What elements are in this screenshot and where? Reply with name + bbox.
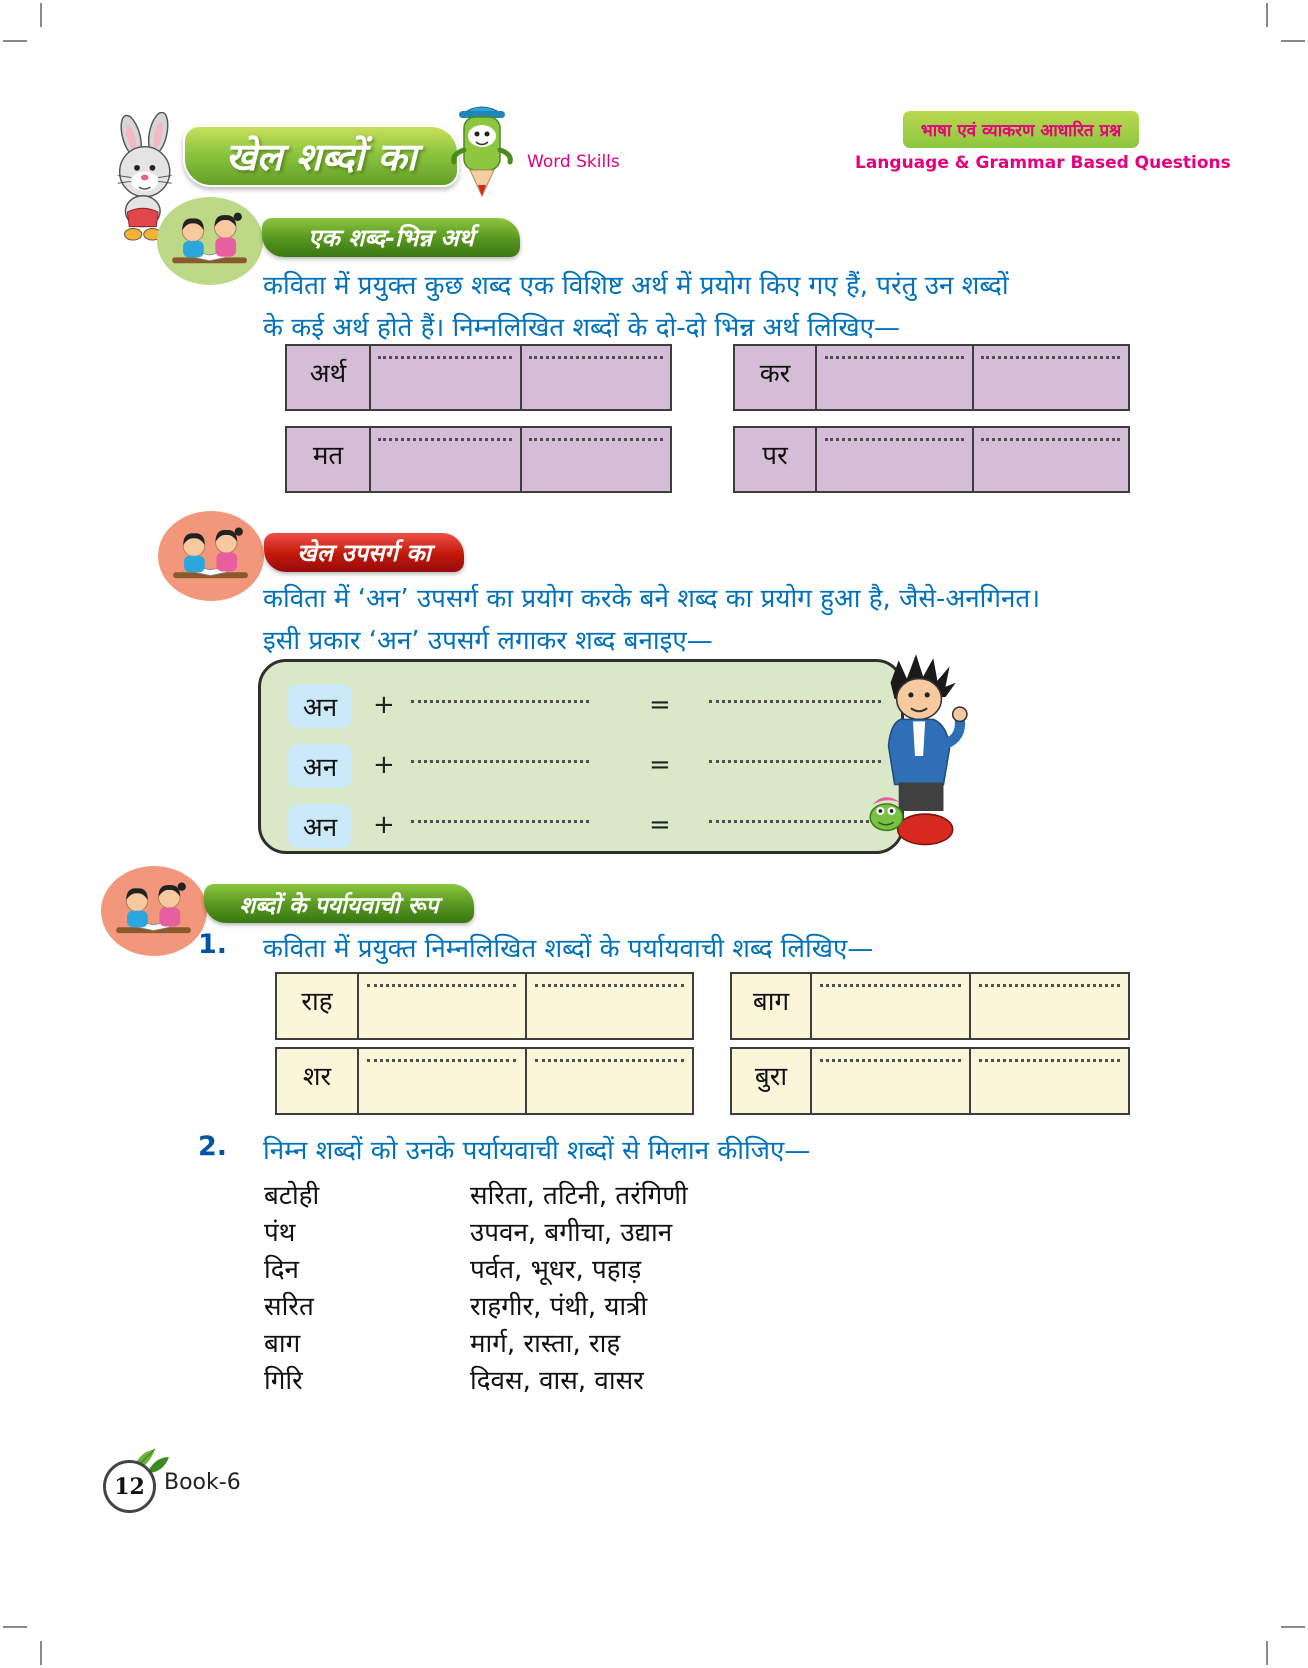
dotted-line bbox=[529, 438, 663, 441]
kids-reading-badge bbox=[101, 866, 207, 956]
crop-mark bbox=[1266, 1641, 1268, 1665]
answer-cell bbox=[974, 428, 1129, 491]
prefix-chip: अन bbox=[288, 804, 352, 848]
instruction-line: कविता में प्रयुक्त कुछ शब्द एक विशिष्ट अर्थ में प्रयोग किए गए हैं, परंतु उन शब्दों bbox=[263, 271, 1009, 301]
table-word: बुरा bbox=[732, 1049, 812, 1113]
crop-mark bbox=[1266, 3, 1268, 27]
match-word: पंथ bbox=[264, 1218, 296, 1248]
kids-icon bbox=[165, 517, 256, 594]
kids-icon bbox=[164, 203, 255, 279]
table-word: पर bbox=[735, 428, 817, 491]
dotted-line bbox=[378, 356, 512, 359]
pencil-mascot-icon bbox=[440, 100, 525, 200]
table-word: कर bbox=[735, 346, 817, 409]
section-banner-prefix: खेल उपसर्ग का bbox=[264, 533, 464, 572]
dotted-line bbox=[979, 1059, 1120, 1062]
answer-table bbox=[730, 1047, 1130, 1115]
question-number: 1. bbox=[198, 929, 228, 960]
crop-mark bbox=[3, 40, 27, 42]
dotted-line bbox=[535, 984, 684, 987]
dotted-line bbox=[709, 760, 881, 763]
section-banner-one-word: एक शब्द-भिन्न अर्थ bbox=[262, 218, 520, 257]
match-options: उपवन, बगीचा, उद्यान bbox=[470, 1218, 673, 1248]
instruction-line: इसी प्रकार ‘अन’ उपसर्ग लगाकर शब्द बनाइए— bbox=[263, 626, 713, 656]
match-word: बाग bbox=[264, 1329, 301, 1359]
answer-cell bbox=[371, 428, 522, 491]
question-text: निम्न शब्दों को उनके पर्यायवाची शब्दों से मिलान कीजिए— bbox=[263, 1136, 811, 1166]
match-row bbox=[0, 1176, 1308, 1212]
plus-sign: + bbox=[373, 810, 395, 840]
dotted-line bbox=[411, 820, 589, 823]
match-options: मार्ग, रास्ता, राह bbox=[470, 1329, 621, 1359]
prefix-chip: अन bbox=[288, 684, 352, 728]
page-title: खेल शब्दों का bbox=[225, 135, 417, 179]
crop-mark bbox=[1281, 40, 1305, 42]
prefix-row bbox=[261, 804, 901, 852]
prefix-row bbox=[261, 684, 901, 732]
answer-table bbox=[285, 426, 672, 493]
dotted-line bbox=[535, 1059, 684, 1062]
answer-table bbox=[733, 426, 1130, 493]
dotted-line bbox=[709, 820, 881, 823]
match-word: गिरि bbox=[264, 1366, 303, 1396]
crop-mark bbox=[3, 1626, 27, 1628]
prefix-chip: अन bbox=[288, 744, 352, 788]
match-row bbox=[0, 1250, 1308, 1286]
page-number: 12 bbox=[103, 1460, 156, 1513]
dotted-line bbox=[981, 356, 1120, 359]
prefix-exercise-box bbox=[258, 659, 904, 854]
match-options: पर्वत, भूधर, पहाड़ bbox=[470, 1255, 642, 1285]
dotted-line bbox=[825, 438, 964, 441]
answer-cell bbox=[812, 1049, 971, 1113]
question-number: 2. bbox=[198, 1131, 228, 1162]
language-badge-subtitle: Language & Grammar Based Questions bbox=[855, 153, 1231, 173]
answer-cell bbox=[974, 346, 1129, 409]
instruction-line: के कई अर्थ होते हैं। निम्नलिखित शब्दों के दो-दो भिन्न अर्थ लिखिए— bbox=[263, 313, 901, 343]
answer-cell bbox=[527, 1049, 693, 1113]
answer-cell bbox=[812, 974, 971, 1038]
match-options: राहगीर, पंथी, यात्री bbox=[470, 1292, 648, 1322]
answer-cell bbox=[971, 974, 1128, 1038]
answer-cell bbox=[522, 346, 671, 409]
dotted-line bbox=[367, 984, 516, 987]
dotted-line bbox=[411, 760, 589, 763]
match-row bbox=[0, 1213, 1308, 1249]
match-word: सरित bbox=[264, 1292, 314, 1322]
dotted-line bbox=[820, 1059, 961, 1062]
answer-table bbox=[733, 344, 1130, 411]
crop-mark bbox=[40, 3, 42, 27]
dotted-line bbox=[981, 438, 1120, 441]
match-row bbox=[0, 1361, 1308, 1397]
answer-cell bbox=[527, 974, 693, 1038]
dotted-line bbox=[378, 438, 512, 441]
equals-sign: = bbox=[649, 690, 671, 720]
match-options: दिवस, वास, वासर bbox=[470, 1366, 644, 1396]
answer-table bbox=[730, 972, 1130, 1040]
kids-reading-badge bbox=[157, 197, 263, 285]
match-row bbox=[0, 1324, 1308, 1360]
question-text: कविता में प्रयुक्त निम्नलिखित शब्दों के पर्यायवाची शब्द लिखिए— bbox=[263, 934, 874, 964]
book-label: Book-6 bbox=[164, 1470, 241, 1495]
answer-cell bbox=[817, 428, 974, 491]
prefix-row bbox=[261, 744, 901, 792]
instruction-line: कविता में ‘अन’ उपसर्ग का प्रयोग करके बने शब्द का प्रयोग हुआ है, जैसे-अनगिनत। bbox=[263, 584, 1041, 614]
table-word: अर्थ bbox=[287, 346, 371, 409]
answer-cell bbox=[971, 1049, 1128, 1113]
kids-icon bbox=[108, 872, 199, 949]
plus-sign: + bbox=[373, 690, 395, 720]
match-word: दिन bbox=[264, 1255, 299, 1285]
answer-cell bbox=[817, 346, 974, 409]
dotted-line bbox=[529, 356, 663, 359]
match-row bbox=[0, 1287, 1308, 1323]
table-word: मत bbox=[287, 428, 371, 491]
equals-sign: = bbox=[649, 750, 671, 780]
table-word: बाग bbox=[732, 974, 812, 1038]
dotted-line bbox=[979, 984, 1120, 987]
dotted-line bbox=[411, 700, 589, 703]
dotted-line bbox=[820, 984, 961, 987]
answer-table bbox=[275, 972, 694, 1040]
crop-mark bbox=[40, 1641, 42, 1665]
table-word: शर bbox=[277, 1049, 359, 1113]
answer-cell bbox=[371, 346, 522, 409]
answer-cell bbox=[522, 428, 671, 491]
equals-sign: = bbox=[649, 810, 671, 840]
dotted-line bbox=[709, 700, 881, 703]
answer-cell bbox=[359, 974, 527, 1038]
kids-reading-badge bbox=[158, 511, 264, 601]
answer-table bbox=[275, 1047, 694, 1115]
answer-table bbox=[285, 344, 672, 411]
section-banner-synonyms: शब्दों के पर्यायवाची रूप bbox=[204, 884, 474, 923]
boy-mascot-icon bbox=[860, 650, 972, 858]
dotted-line bbox=[825, 356, 964, 359]
subtitle: Word Skills bbox=[527, 152, 620, 172]
answer-cell bbox=[359, 1049, 527, 1113]
table-word: राह bbox=[277, 974, 359, 1038]
match-options: सरिता, तटिनी, तरंगिणी bbox=[470, 1181, 688, 1211]
dotted-line bbox=[367, 1059, 516, 1062]
crop-mark bbox=[1281, 1626, 1305, 1628]
language-badge: भाषा एवं व्याकरण आधारित प्रश्न bbox=[903, 111, 1139, 148]
plus-sign: + bbox=[373, 750, 395, 780]
match-word: बटोही bbox=[264, 1181, 320, 1211]
page-title-banner bbox=[183, 125, 459, 187]
